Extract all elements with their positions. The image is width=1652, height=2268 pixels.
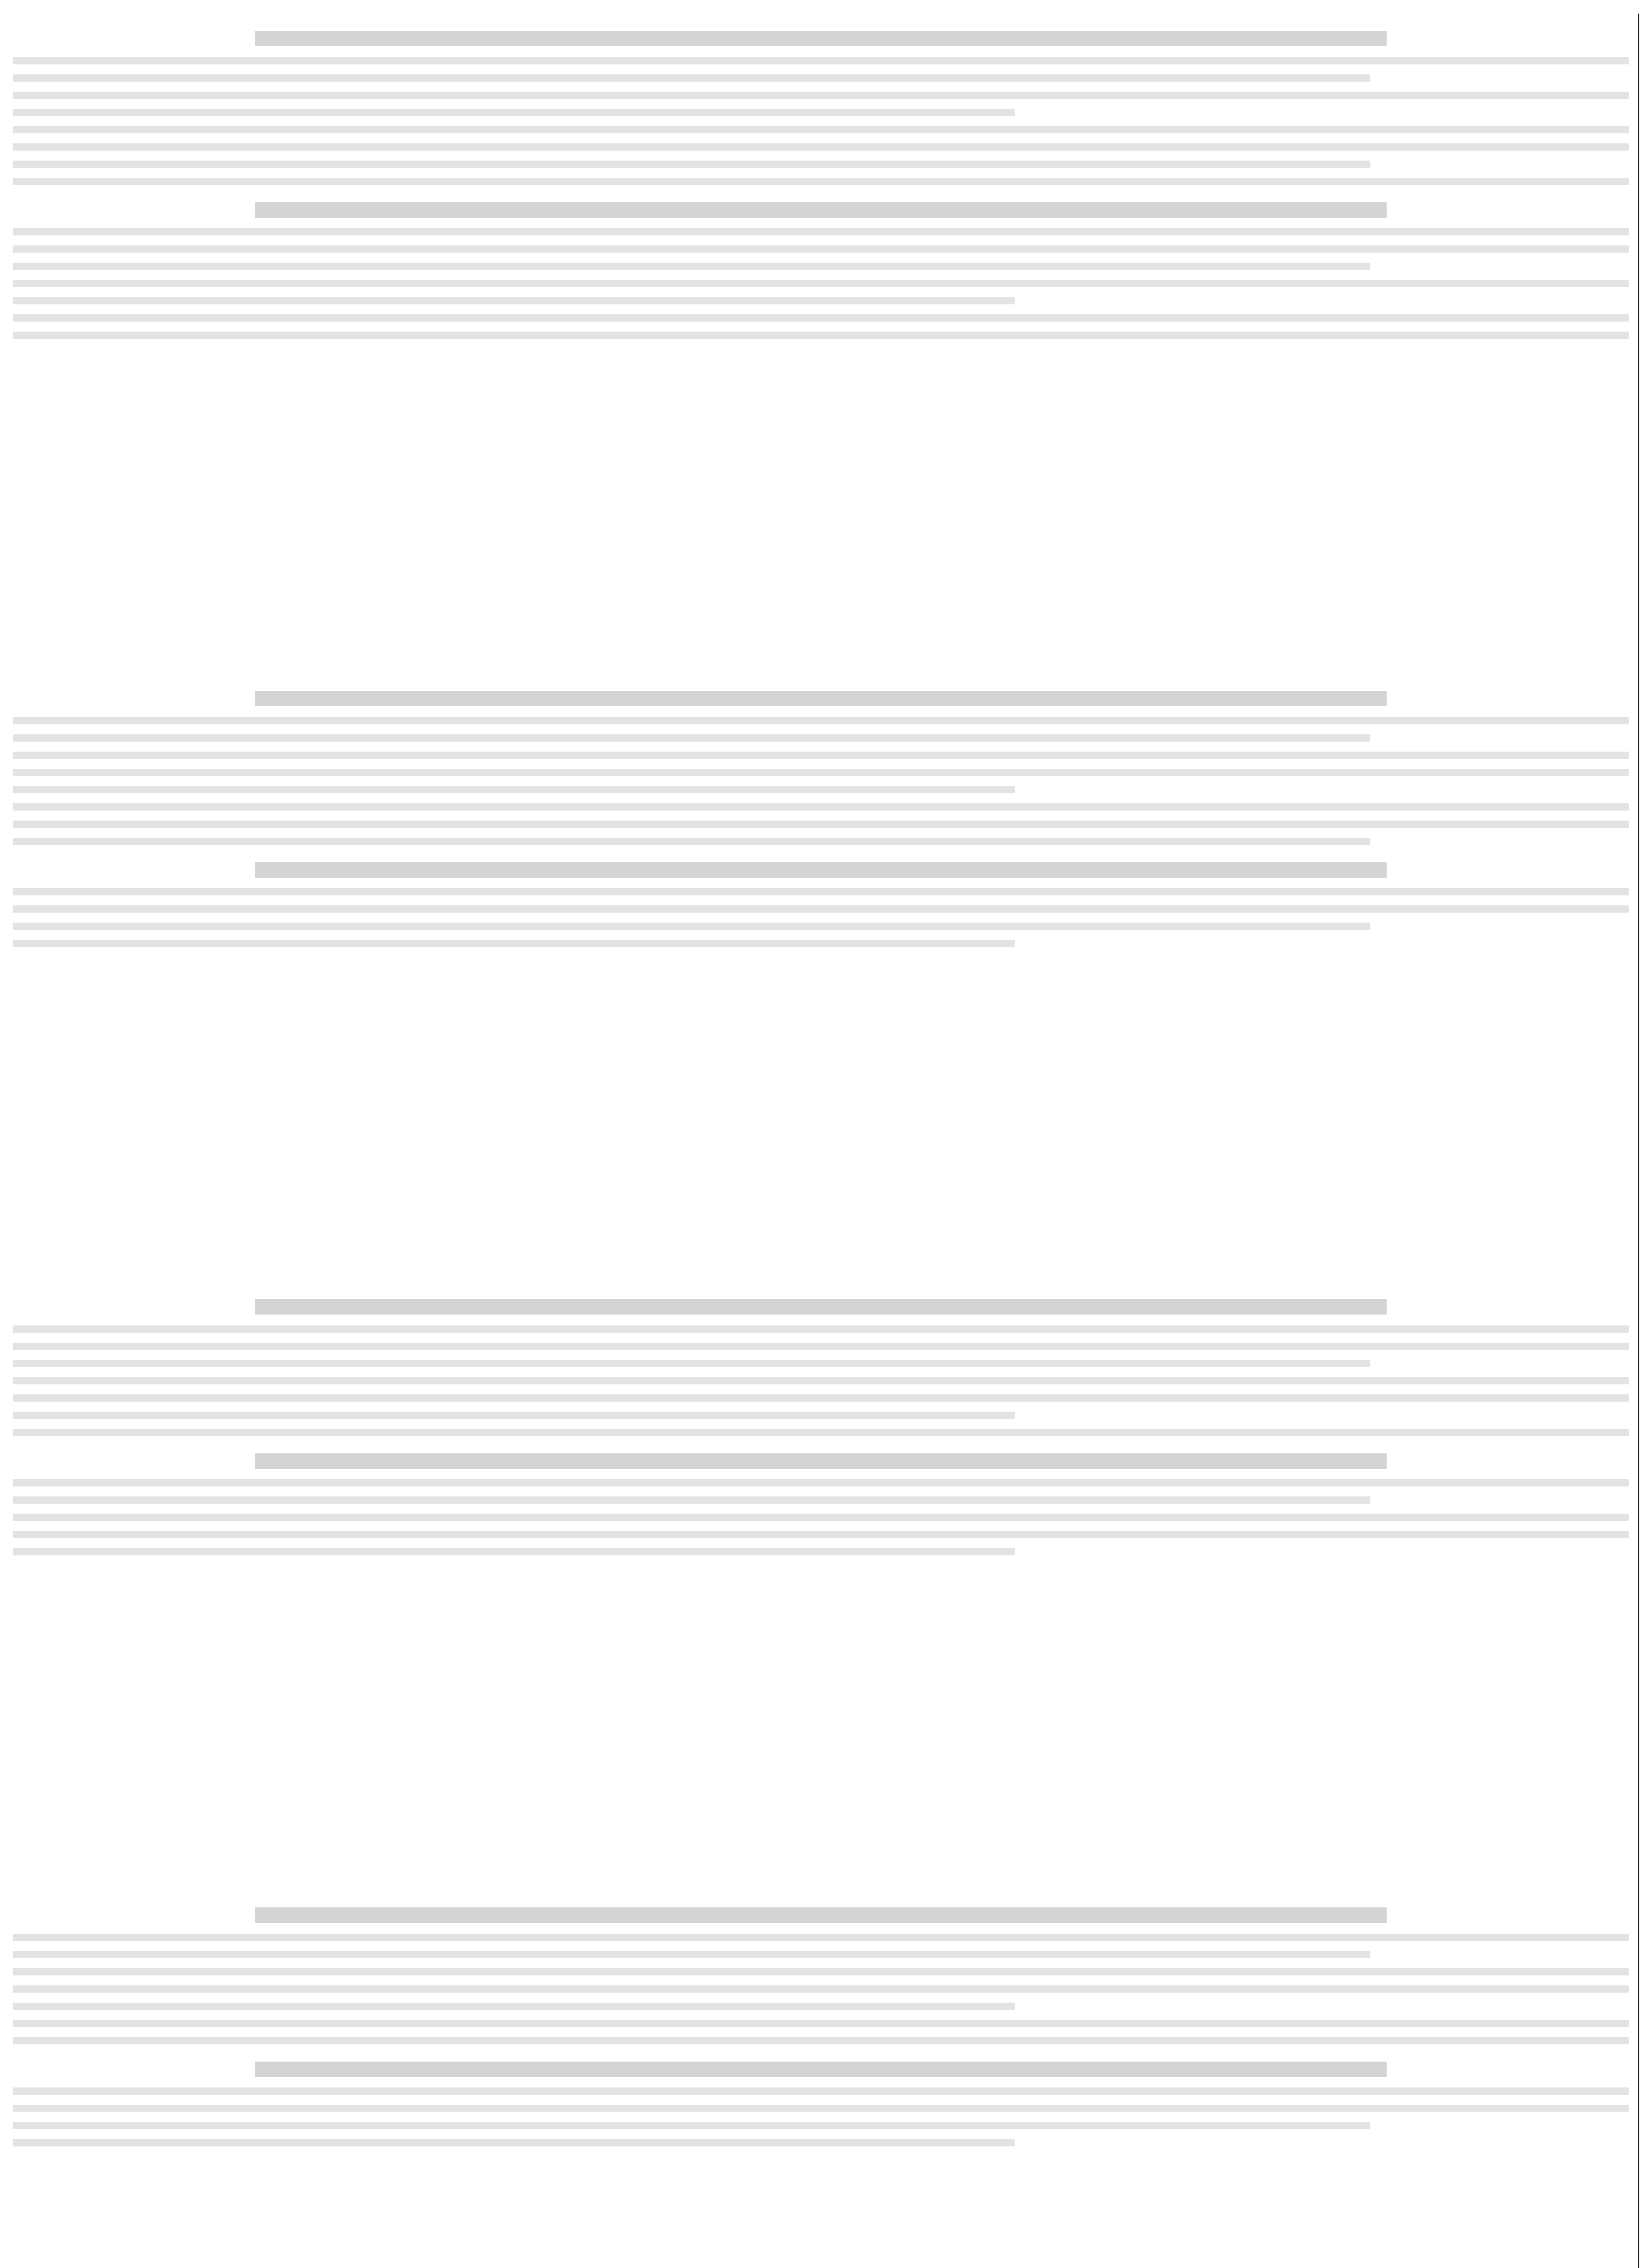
section-body — [13, 2087, 1629, 2146]
column-3 — [13, 1282, 1639, 1890]
section-heading — [13, 196, 1629, 222]
section-heading — [13, 2055, 1629, 2082]
section-body — [13, 717, 1629, 845]
column-2 — [13, 674, 1639, 1282]
section-body — [13, 57, 1629, 185]
section-heading — [13, 1447, 1629, 1473]
section-body — [13, 1479, 1629, 1555]
section-heading — [13, 24, 1629, 51]
section-body — [13, 228, 1629, 339]
section-body — [13, 1934, 1629, 2044]
section-body — [13, 1325, 1629, 1436]
column-4 — [13, 1890, 1639, 2268]
section-body — [13, 888, 1629, 947]
section-heading — [13, 1901, 1629, 1927]
column-1 — [13, 14, 1639, 674]
section-heading — [13, 684, 1629, 711]
section-heading — [13, 1293, 1629, 1319]
section-heading — [13, 856, 1629, 882]
